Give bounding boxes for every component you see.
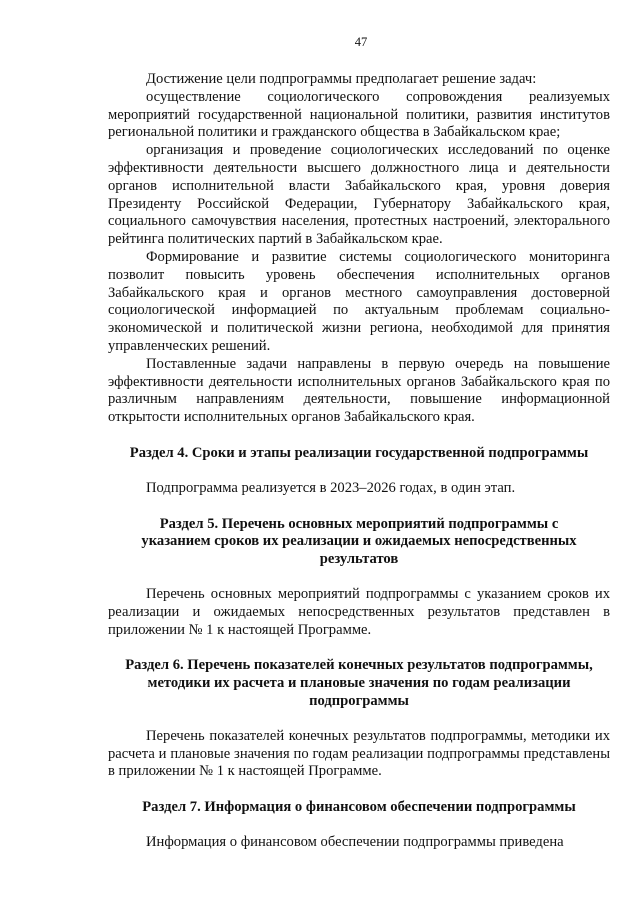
section-5-text: Перечень основных мероприятий подпрограммы с указанием сроков их реализации и ожидаемых непосредственных результатов представлен в приложении № 1 к настоящей Программе. — [108, 585, 610, 638]
section-7-text: Информация о финансовом обеспечении подпрограммы приведена — [146, 833, 564, 850]
intro-paragraph-4: Формирование и развитие системы социологического мониторинга позволит повысить уровень обеспечения исполнительных органов Забайкальского края и органов местного самоуправления достоверной социологической информацией по актуальным проблемам социально-экономической и политической жизни региона, необходимой для принятия управленческих решений. — [108, 248, 610, 354]
intro-paragraph-5: Поставленные задачи направлены в первую очередь на повышение эффективности деятельности исполнительных органов Забайкальского края по различным направлениям деятельности, повышение информационной открытости исполнительных органов Забайкальского края. — [108, 355, 610, 426]
document-page — [108, 34, 610, 852]
intro-paragraph-1: Достижение цели подпрограммы предполагает решение задач: — [146, 71, 537, 87]
intro-paragraph-3: организация и проведение социологических исследований по оценке эффективности деятельности высшего должностного лица и деятельности органов исполнительной власти Забайкальского края, уровня доверия Президенту Российской Федерации, Губернатору Забайкальского края, социального самочувствия населения, протестных настроений, электорального рейтинга политических партий в Забайкальском крае. — [108, 142, 610, 248]
section-5-heading: Раздел 5. Перечень основных мероприятий подпрограммы с указанием сроков их реализации и ожидаемых непосредственных результатов — [141, 515, 577, 568]
page-number: 47 — [354, 35, 368, 49]
intro-paragraph-2: осуществление социологического сопровождения реализуемых мероприятий государственной национальной политики, развития институтов региональной политики и гражданского общества в Забайкальском крае; — [108, 88, 610, 141]
section-4-heading: Раздел 4. Сроки и этапы реализации государственной подпрограммы — [129, 444, 589, 461]
section-6-text: Перечень показателей конечных результатов подпрограммы, методики их расчета и плановые значения по годам реализации подпрограммы представлены в приложении № 1 к настоящей Программе. — [108, 727, 610, 780]
section-4-text: Подпрограмма реализуется в 2023–2026 годах, в один этап. — [146, 479, 516, 496]
section-7-heading: Раздел 7. Информация о финансовом обеспечении подпрограммы — [142, 799, 576, 816]
section-6-heading: Раздел 6. Перечень показателей конечных результатов подпрограммы, методики их расчета и плановые значения по годам реализации подпрограммы — [125, 657, 593, 709]
